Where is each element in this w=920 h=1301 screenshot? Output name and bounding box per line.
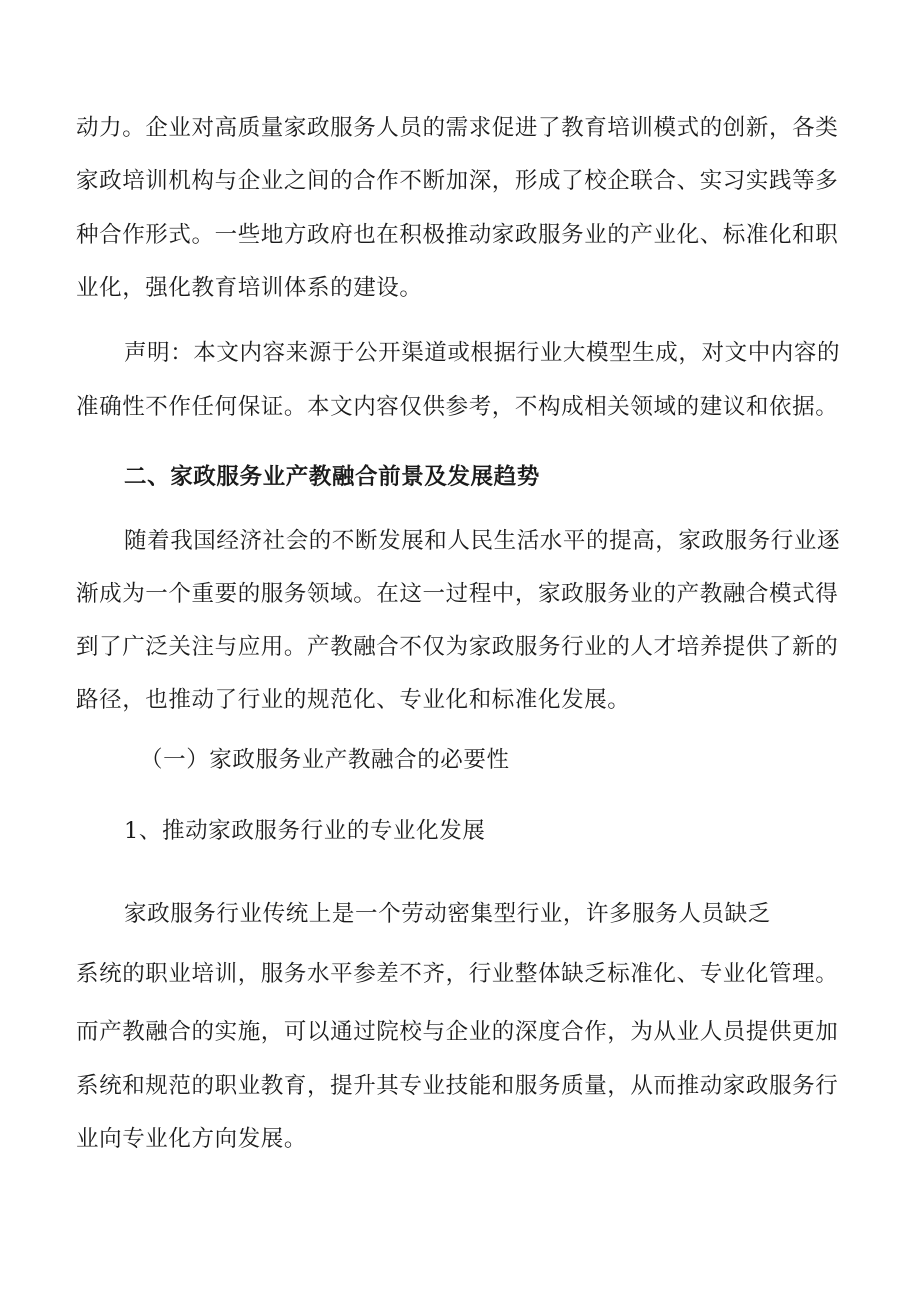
paragraph-line: 种合作形式。一些地方政府也在积极推动家政服务业的产业化、标准化和职 — [76, 222, 839, 248]
paragraph-line: 家政培训机构与企业之间的合作不断加深，形成了校企联合、实习实践等多 — [76, 168, 839, 194]
paragraph-line: 而产教融合的实施，可以通过院校与企业的深度合作，为从业人员提供更加 — [76, 1019, 839, 1045]
paragraph-line: 业化，强化教育培训体系的建设。 — [76, 275, 423, 301]
subheading: （一）家政服务业产教融合的必要性 — [140, 747, 510, 773]
section-heading: 二、家政服务业产教融合前景及发展趋势 — [124, 464, 540, 490]
paragraph-line: 动力。企业对高质量家政服务人员的需求促进了教育培训模式的创新，各类 — [76, 115, 839, 141]
disclaimer-line: 声明：本文内容来源于公开渠道或根据行业大模型生成，对文中内容的 — [124, 340, 841, 366]
item-heading: 1、推动家政服务行业的专业化发展 — [124, 818, 486, 844]
paragraph-line: 系统和规范的职业教育，提升其专业技能和服务质量，从而推动家政服务行 — [76, 1073, 839, 1099]
paragraph-line: 路径，也推动了行业的规范化、专业化和标准化发展。 — [76, 687, 631, 713]
paragraph-line: 系统的职业培训，服务水平参差不齐，行业整体缺乏标准化、专业化管理。 — [76, 961, 839, 987]
paragraph-line: 业向专业化方向发展。 — [76, 1126, 308, 1152]
paragraph-line: 到了广泛关注与应用。产教融合不仅为家政服务行业的人才培养提供了新的 — [76, 634, 839, 660]
paragraph-line: 渐成为一个重要的服务领域。在这一过程中，家政服务业的产教融合模式得 — [76, 581, 839, 607]
paragraph-line: 家政服务行业传统上是一个劳动密集型行业，许多服务人员缺乏 — [124, 901, 771, 927]
paragraph-line: 随着我国经济社会的不断发展和人民生活水平的提高，家政服务行业逐 — [124, 528, 841, 554]
disclaimer-line: 准确性不作任何保证。本文内容仅供参考，不构成相关领域的建议和依据。 — [76, 394, 839, 420]
